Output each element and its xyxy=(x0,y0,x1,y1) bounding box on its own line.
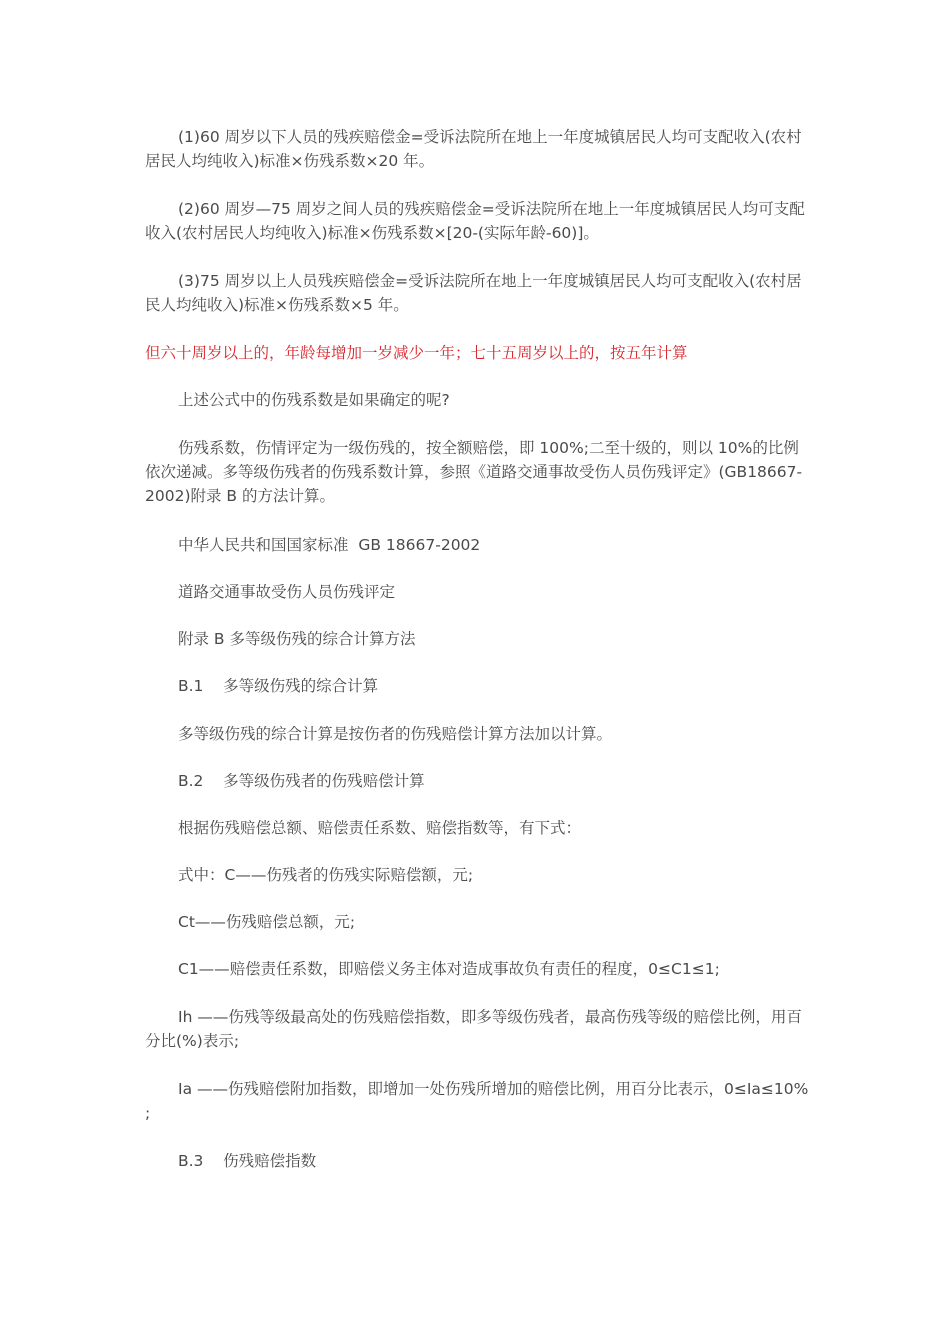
paragraph-def-ia: Ia ——伤残赔偿附加指数，即增加一处伤残所增加的赔偿比例，用百分比表示，0≤Ia≤10% ; xyxy=(145,1080,814,1122)
paragraph-def-c: 式中：C——伤残者的伤残实际赔偿额，元; xyxy=(178,866,474,884)
paragraph-national-standard: 中华人民共和国国家标准 GB 18667-2002 xyxy=(178,536,481,554)
paragraph-formula-over-75: (3)75 周岁以上人员残疾赔偿金=受诉法院所在地上一年度城镇居民人均可支配收入(农村居民人均纯收入)标准×伤残系数×5 年。 xyxy=(145,272,802,314)
paragraph-b3-heading: B.3 伤残赔偿指数 xyxy=(178,1152,317,1170)
paragraph-formula-60-to-75: (2)60 周岁—75 周岁之间人员的残疾赔偿金=受诉法院所在地上一年度城镇居民人均可支配收入(农村居民人均纯收入)标准×伤残系数×[20-(实际年龄-60)]。 xyxy=(145,200,805,242)
paragraph-formula-under-60: (1)60 周岁以下人员的残疾赔偿金=受诉法院所在地上一年度城镇居民人均可支配收入(农村居民人均纯收入)标准×伤残系数×20 年。 xyxy=(145,128,802,170)
paragraph-b2-heading: B.2 多等级伤残者的伤残赔偿计算 xyxy=(178,772,425,790)
paragraph-b2-body: 根据伤残赔偿总额、赔偿责任系数、赔偿指数等，有下式： xyxy=(178,819,582,837)
paragraph-def-c1: C1——赔偿责任系数，即赔偿义务主体对造成事故负有责任的程度，0≤C1≤1; xyxy=(178,960,720,978)
paragraph-appendix-b-heading: 附录 B 多等级伤残的综合计算方法 xyxy=(178,630,416,648)
paragraph-question: 上述公式中的伤残系数是如果确定的呢? xyxy=(178,391,450,409)
paragraph-b1-heading: B.1 多等级伤残的综合计算 xyxy=(178,677,379,695)
paragraph-def-ct: Ct——伤残赔偿总额，元; xyxy=(178,913,356,931)
paragraph-age-rule-highlight: 但六十周岁以上的，年龄每增加一岁减少一年；七十五周岁以上的，按五年计算 xyxy=(145,344,688,362)
paragraph-standard-title: 道路交通事故受伤人员伤残评定 xyxy=(178,583,396,601)
paragraph-b1-body: 多等级伤残的综合计算是按伤者的伤残赔偿计算方法加以计算。 xyxy=(178,725,613,743)
paragraph-disability-coefficient: 伤残系数，伤情评定为一级伤残的，按全额赔偿，即 100%;二至十级的，则以 10%的比例依次递减。多等级伤残者的伤残系数计算，参照《道路交通事故受伤人员伤残评定》(GB18667-2002)附录 B 的方法计算。 xyxy=(145,439,803,505)
paragraph-def-ih: Ih ——伤残等级最高处的伤残赔偿指数，即多等级伤残者，最高伤残等级的赔偿比例，用百分比(%)表示; xyxy=(145,1008,802,1050)
